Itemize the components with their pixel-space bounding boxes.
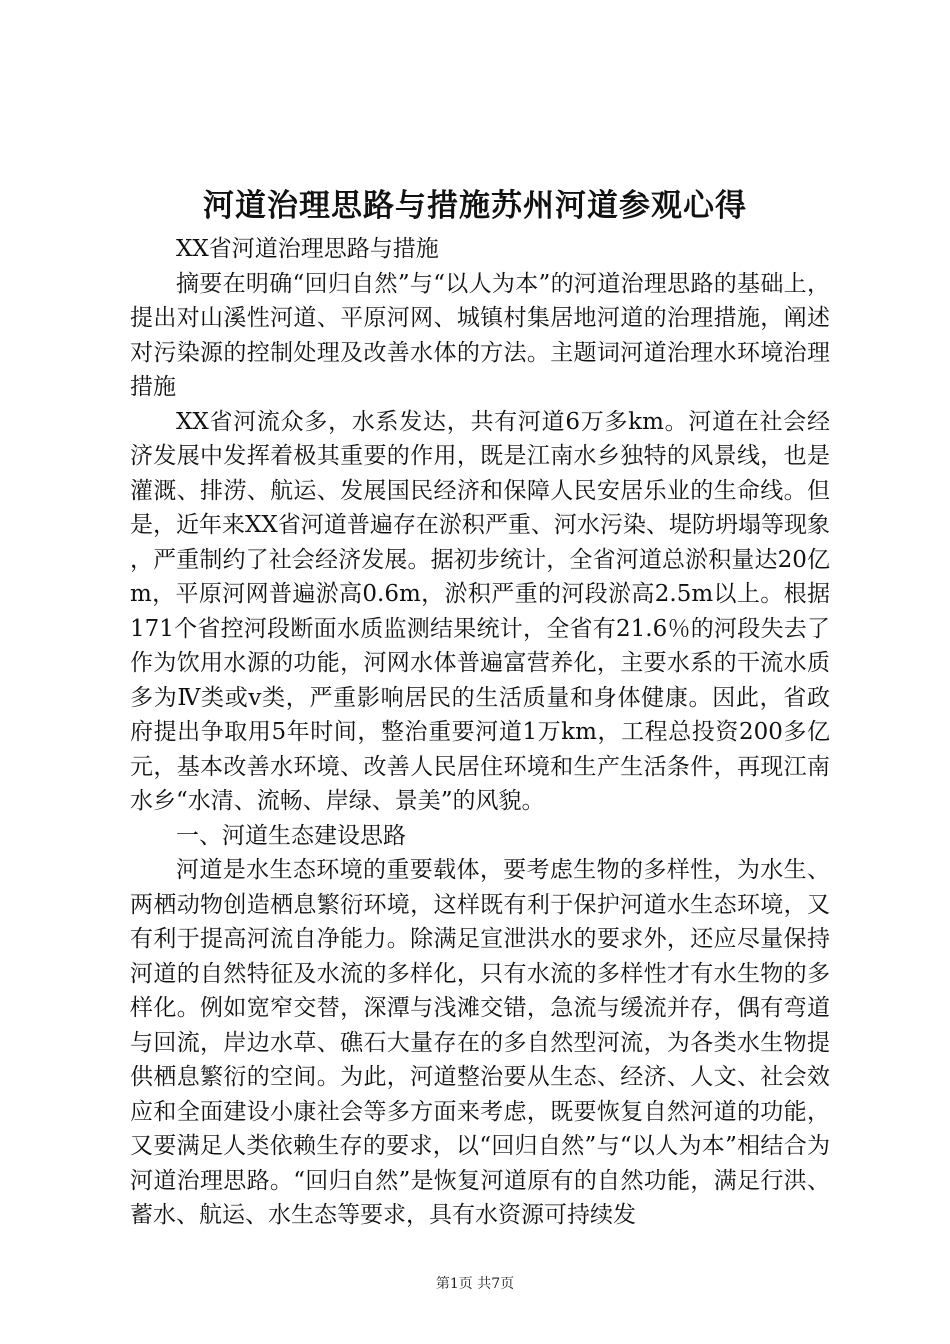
page-footer: 第1页 共7页 xyxy=(435,1276,515,1292)
page-title: 河道治理思路与措施苏州河道参观心得 xyxy=(203,188,747,224)
paragraph-section-body: 河道是水生态环境的重要载体，要考虑生物的多样性，为水生、两栖动物创造栖息繁衍环境，这样既有利于保护河道水生态环境，又有利于提高河流自净能力。除满足宣泄洪水的要求外，还应尽量保持河道的自然特征及水流的多样化，只有水流的多样性才有水生物的多样化。例如宽窄交替，深潭与浅滩交错，急流与缓流并存，偶有弯道与回流，岸边水草、礁石大量存在的多自然型河流，为各类水生物提供栖息繁衍的空间。为此，河道整治要从生态、经济、人文、社会效应和全面建设小康社会等多方面来考虑，既要恢复自然河道的功能，又要满足人类依赖生存的要求，以“回归自然”与“以人为本”相结合为河道治理思路。“回归自然”是恢复河道原有的自然功能，满足行洪、蓄水、航运、水生态等要求，具有水资源可持续发 xyxy=(130,857,830,1228)
paragraph-intro: XX省河流众多，水系发达，共有河道6万多km。河道在社会经济发展中发挥着极其重要的作用，既是江南水乡独特的风景线，也是灌溉、排涝、航运、发展国民经济和保障人民安居乐业的生命线。但是，近年来XX省河道普遍存在淤积严重、河水污染、堤防坍塌等现象，严重制约了社会经济发展。据初步统计，全省河道总淤积量达20亿m，平原河网普遍淤高0.6m，淤积严重的河段淤高2.5m以上。根据171个省控河段断面水质监测结果统计，全省有21.6％的河段失去了作为饮用水源的功能，河网水体普遍富营养化，主要水系的干流水质多为Ⅳ类或v类，严重影响居民的生活质量和身体健康。因此，省政府提出争取用5年时间，整治重要河道1万km，工程总投资200多亿元，基本改善水环境、改善人民居住环境和生产生活条件，再现江南水乡“水清、流畅、岸绿、景美”的风貌。 xyxy=(130,408,830,814)
document-body xyxy=(130,232,830,1233)
paragraph-abstract: 摘要在明确“回归自然”与“以人为本”的河道治理思路的基础上，提出对山溪性河道、平原河网、城镇村集居地河道的治理措施，阐述对污染源的控制处理及改善水体的方法。主题词河道治理水环境治理措施 xyxy=(130,270,830,400)
paragraph-subtitle: XX省河道治理思路与措施 xyxy=(176,236,439,262)
section-heading: 一、河道生态建设思路 xyxy=(176,822,406,849)
